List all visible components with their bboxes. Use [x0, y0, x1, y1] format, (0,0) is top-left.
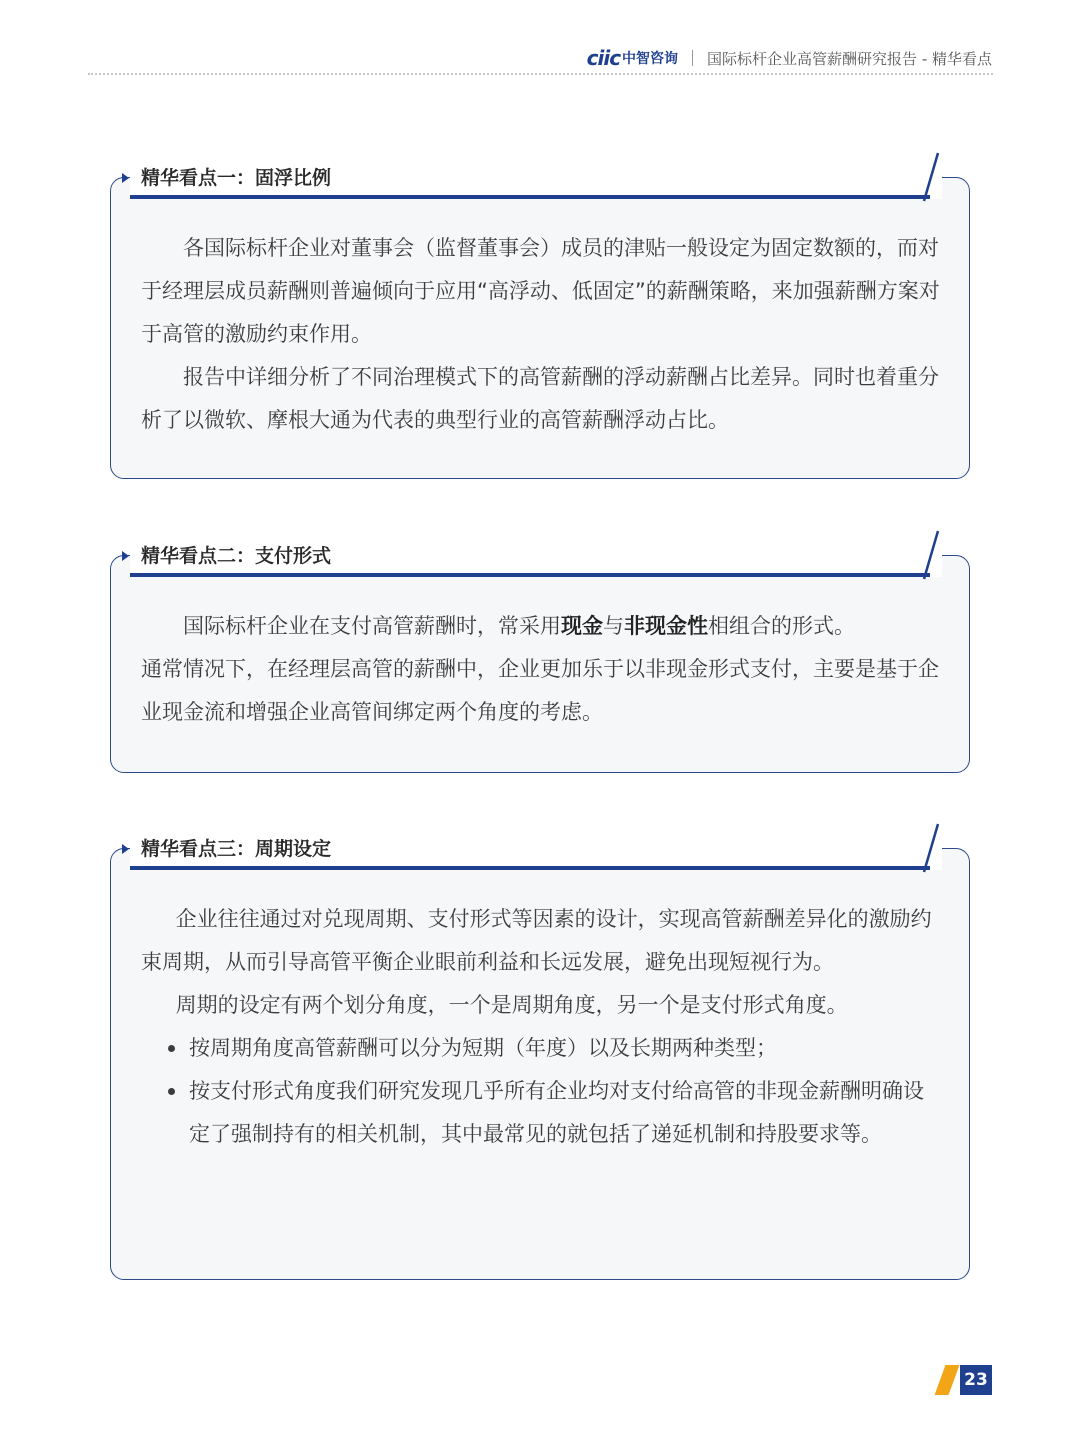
section-body	[141, 605, 941, 734]
company-logo	[587, 46, 678, 70]
slash-icon	[918, 151, 942, 203]
page-header	[587, 46, 992, 70]
arrow-icon	[122, 551, 129, 561]
paragraph: 企业往往通过对兑现周期、支付形式等因素的设计，实现高管薪酬差异化的激励约束周期，从而引导高管平衡企业眼前利益和长远发展，避免出现短视行为。	[141, 907, 932, 974]
bold-term: 现金	[561, 614, 603, 638]
logo-mark: ciic	[586, 46, 621, 70]
section-title: 精华看点一：固浮比例	[141, 167, 332, 189]
arrow-icon	[122, 844, 129, 854]
slash-icon	[918, 529, 942, 581]
page-number-label: 23	[960, 1365, 992, 1395]
report-title: 国际标杆企业高管薪酬研究报告 - 精华看点	[707, 49, 992, 68]
paragraph: 报告中详细分析了不同治理模式下的高管薪酬的浮动薪酬占比差异。同时也着重分析了以微软、摩根大通为代表的典型行业的高管薪酬浮动占比。	[141, 365, 939, 432]
bold-term: 非现金性	[624, 614, 708, 638]
section-title: 精华看点三：周期设定	[141, 838, 332, 860]
paragraph: 国际标杆企业在支付高管薪酬时，常采用现金与非现金性相组合的形式。	[183, 614, 855, 638]
list-item: 按支付形式角度我们研究发现几乎所有企业均对支付给高管的非现金薪酬明确设定了强制持有的相关机制，其中最常见的就包括了递延机制和持股要求等。	[141, 1070, 941, 1156]
list-item: 按周期角度高管薪酬可以分为短期（年度）以及长期两种类型；	[141, 1027, 941, 1070]
section-body	[141, 898, 941, 1156]
paragraph: 周期的设定有两个划分角度，一个是周期角度，另一个是支付形式角度。	[175, 993, 848, 1017]
header-divider	[88, 73, 993, 75]
slash-icon	[918, 822, 942, 874]
page-number	[940, 1365, 992, 1395]
accent-stripe	[935, 1365, 960, 1395]
paragraph: 通常情况下，在经理层高管的薪酬中，企业更加乐于以非现金形式支付，主要是基于企业现金流和增强企业高管间绑定两个角度的考虑。	[141, 657, 939, 724]
header-separator	[692, 50, 693, 66]
arrow-icon	[122, 173, 129, 183]
logo-text: 中智咨询	[622, 51, 679, 67]
section-body	[141, 227, 941, 442]
paragraph: 各国际标杆企业对董事会（监督董事会）成员的津贴一般设定为固定数额的，而对于经理层成员薪酬则普遍倾向于应用“高浮动、低固定”的薪酬策略，来加强薪酬方案对于高管的激励约束作用。	[141, 236, 940, 346]
section-title: 精华看点二：支付形式	[141, 545, 332, 567]
bullet-list	[141, 1027, 941, 1156]
